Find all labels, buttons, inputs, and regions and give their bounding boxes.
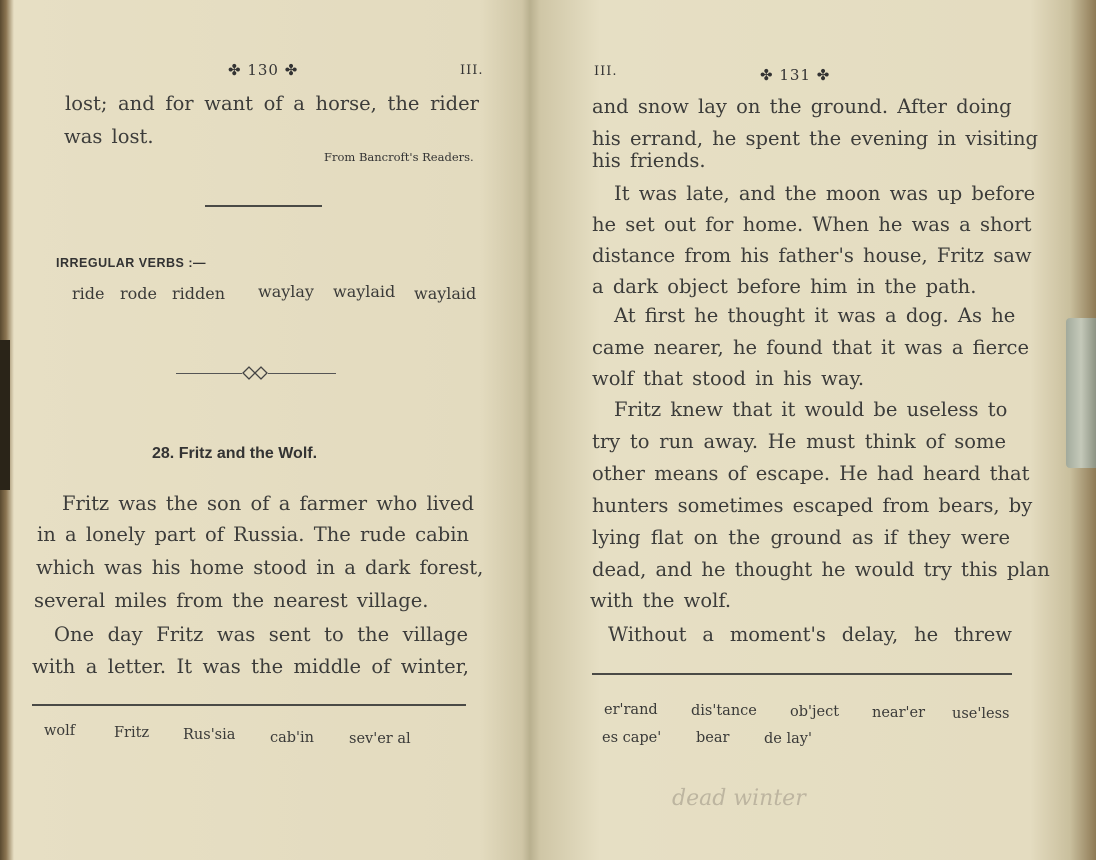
verb-5: waylaid bbox=[333, 282, 396, 301]
verb-6: waylaid bbox=[414, 284, 477, 303]
vocab-word: er'rand bbox=[604, 702, 658, 718]
diamond-ornament-icon bbox=[242, 366, 268, 380]
left-section-mark: III. bbox=[460, 63, 484, 78]
right-body-10: wolf that stood in his way. bbox=[592, 367, 865, 390]
right-body-17: with the wolf. bbox=[590, 589, 732, 612]
left-page-number: ✤ 130 ✤ bbox=[228, 61, 299, 79]
right-body-5: he set out for home. When he was a short bbox=[592, 213, 1032, 236]
verb-2: rode bbox=[120, 284, 157, 303]
right-page bbox=[536, 0, 1096, 860]
lesson-title: 28. Fritz and the Wolf. bbox=[152, 445, 318, 462]
left-line-2: was lost. bbox=[64, 125, 154, 148]
vocab-word: bear bbox=[696, 730, 730, 746]
vocab-word: cab'in bbox=[270, 730, 315, 746]
right-body-1: and snow lay on the ground. After doing bbox=[592, 95, 1012, 118]
right-body-13: other means of escape. He had heard that bbox=[592, 462, 1030, 485]
right-body-6: distance from his father's house, Fritz saw bbox=[592, 244, 1032, 267]
right-body-4: It was late, and the moon was up before bbox=[614, 182, 1036, 205]
right-body-7: a dark object before him in the path. bbox=[592, 275, 977, 298]
vocab-word: dis'tance bbox=[691, 703, 757, 719]
vocab-word: Rus'sia bbox=[183, 727, 236, 743]
right-body-3: his friends. bbox=[592, 149, 706, 172]
right-body-8: At first he thought it was a dog. As he bbox=[614, 304, 1016, 327]
irregular-verbs-label: IRREGULAR VERBS :— bbox=[56, 256, 206, 270]
verb-1: ride bbox=[72, 284, 105, 303]
left-line-1: lost; and for want of a horse, the rider bbox=[65, 92, 479, 115]
vocab-word: de lay' bbox=[764, 731, 812, 747]
verb-3: ridden bbox=[172, 284, 226, 303]
vocab-word: near'er bbox=[872, 705, 925, 721]
right-body-11: Fritz knew that it would be useless to bbox=[614, 398, 1008, 421]
left-body-2: in a lonely part of Russia. The rude cabin bbox=[37, 523, 469, 546]
vocab-word: sev'er al bbox=[349, 731, 411, 747]
footnote-rule bbox=[32, 704, 466, 706]
verb-4: waylay bbox=[258, 282, 314, 301]
section-rule bbox=[205, 205, 322, 207]
left-body-3: which was his home stood in a dark forest, bbox=[36, 556, 484, 579]
vocab-word: wolf bbox=[44, 723, 76, 739]
left-body-5: One day Fritz was sent to the village bbox=[54, 623, 468, 646]
left-page bbox=[0, 0, 528, 860]
right-section-mark: III. bbox=[594, 64, 618, 79]
page-tab bbox=[1066, 318, 1096, 468]
right-body-9: came nearer, he found that it was a fierce bbox=[592, 336, 1029, 359]
right-page-number: ✤ 131 ✤ bbox=[760, 66, 831, 84]
vocab-word: use'less bbox=[952, 706, 1010, 722]
right-body-15: lying flat on the ground as if they were bbox=[592, 526, 1010, 549]
right-body-18: Without a moment's delay, he threw bbox=[608, 623, 1012, 646]
source-credit: From Bancroft's Readers. bbox=[324, 150, 474, 164]
vocab-word: es cape' bbox=[602, 730, 662, 746]
right-body-12: try to run away. He must think of some bbox=[592, 430, 1006, 453]
right-body-2: his errand, he spent the evening in visiting bbox=[592, 127, 1039, 150]
left-body-6: with a letter. It was the middle of winter, bbox=[32, 655, 469, 678]
vocab-word: ob'ject bbox=[790, 704, 840, 720]
footnote-rule bbox=[592, 673, 1012, 675]
left-body-4: several miles from the nearest village. bbox=[34, 589, 429, 612]
left-body-1: Fritz was the son of a farmer who lived bbox=[62, 492, 474, 515]
right-body-14: hunters sometimes escaped from bears, by bbox=[592, 494, 1033, 517]
vocab-word: Fritz bbox=[114, 725, 150, 741]
pencil-annotation: dead winter bbox=[672, 786, 806, 811]
right-body-16: dead, and he thought he would try this plan bbox=[592, 558, 1050, 581]
